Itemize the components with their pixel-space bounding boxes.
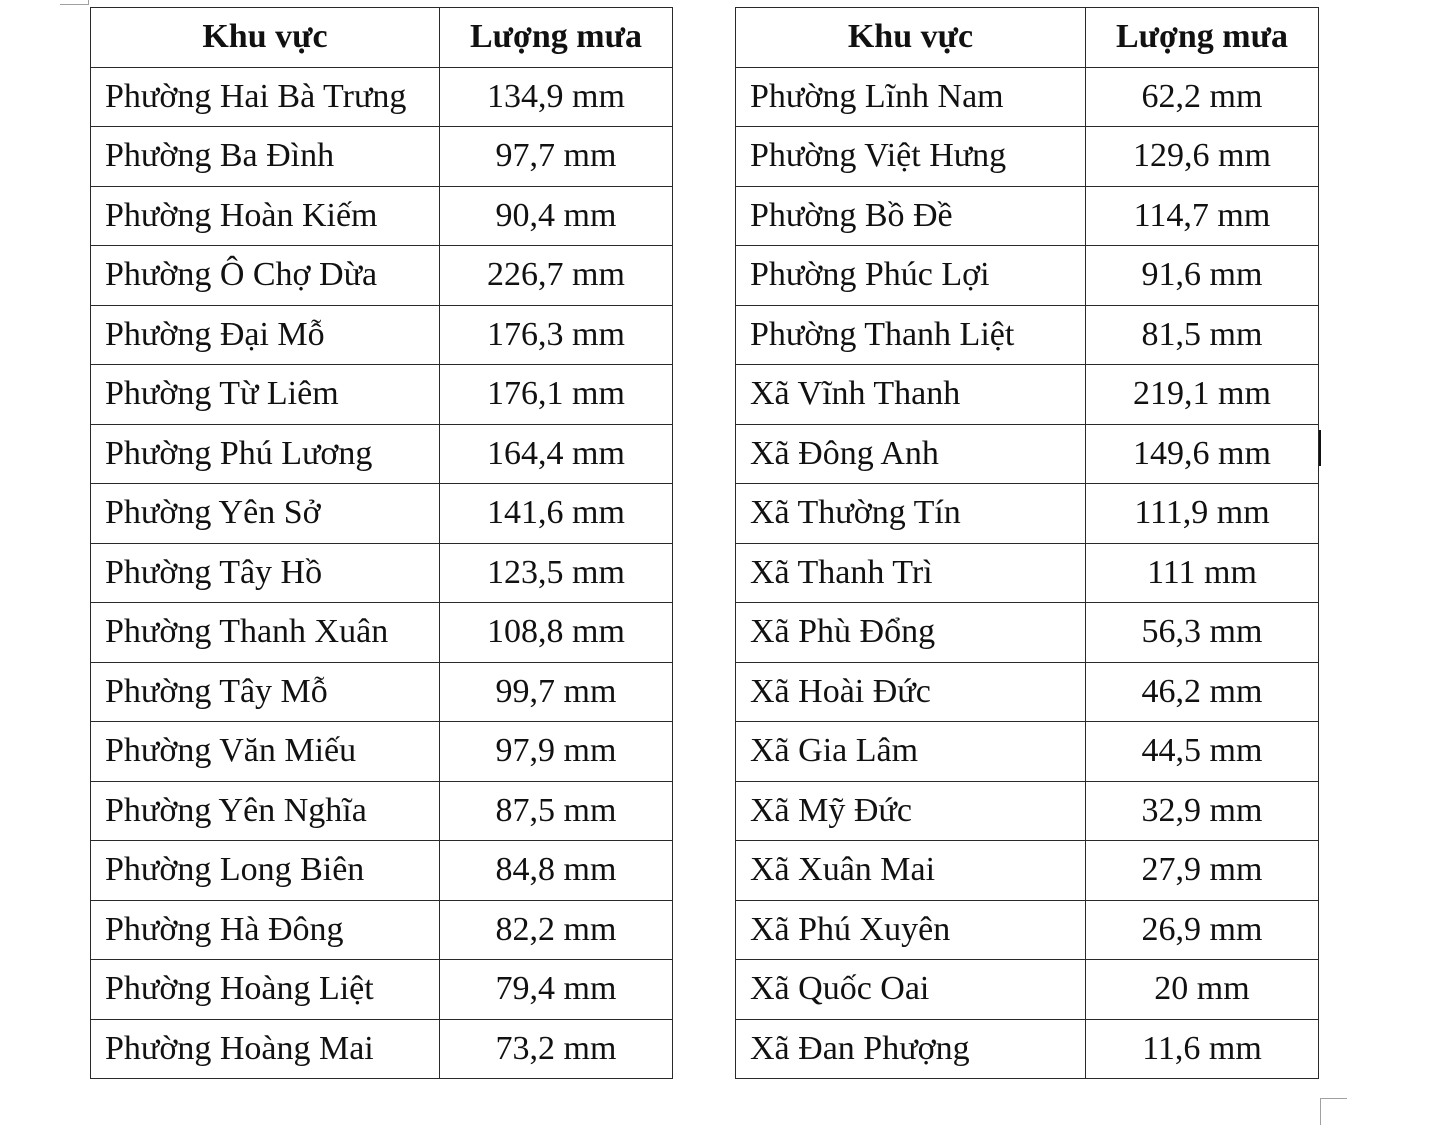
area-cell: Phường Thanh Liệt xyxy=(736,305,1086,365)
table-row xyxy=(736,960,1319,1020)
area-cell: Phường Bồ Đề xyxy=(736,186,1086,246)
table-row xyxy=(736,781,1319,841)
rainfall-cell: 114,7 mm xyxy=(1086,186,1319,246)
rainfall-cell: 20 mm xyxy=(1086,960,1319,1020)
area-cell: Phường Hoàng Liệt xyxy=(91,960,440,1020)
rainfall-cell: 26,9 mm xyxy=(1086,900,1319,960)
header-area: Khu vực xyxy=(736,8,1086,68)
table-row xyxy=(736,722,1319,782)
area-cell: Phường Phúc Lợi xyxy=(736,246,1086,306)
area-cell: Xã Đan Phượng xyxy=(736,1019,1086,1079)
table-row xyxy=(91,841,673,901)
table-row xyxy=(91,603,673,663)
rainfall-cell: 62,2 mm xyxy=(1086,67,1319,127)
area-cell: Phường Hai Bà Trưng xyxy=(91,67,440,127)
rainfall-cell: 87,5 mm xyxy=(440,781,673,841)
table-row xyxy=(736,662,1319,722)
area-cell: Xã Quốc Oai xyxy=(736,960,1086,1020)
area-cell: Phường Hoàn Kiếm xyxy=(91,186,440,246)
rainfall-cell: 134,9 mm xyxy=(440,67,673,127)
rainfall-cell: 111 mm xyxy=(1086,543,1319,603)
area-cell: Phường Hà Đông xyxy=(91,900,440,960)
table-row xyxy=(736,186,1319,246)
area-cell: Xã Vĩnh Thanh xyxy=(736,365,1086,425)
rainfall-cell: 27,9 mm xyxy=(1086,841,1319,901)
rainfall-cell: 84,8 mm xyxy=(440,841,673,901)
table-row xyxy=(91,305,673,365)
rainfall-cell: 176,3 mm xyxy=(440,305,673,365)
rainfall-cell: 219,1 mm xyxy=(1086,365,1319,425)
area-cell: Xã Thường Tín xyxy=(736,484,1086,544)
area-cell: Xã Phú Xuyên xyxy=(736,900,1086,960)
rainfall-cell: 111,9 mm xyxy=(1086,484,1319,544)
area-cell: Phường Văn Miếu xyxy=(91,722,440,782)
rainfall-cell: 164,4 mm xyxy=(440,424,673,484)
rainfall-cell: 44,5 mm xyxy=(1086,722,1319,782)
rainfall-cell: 176,1 mm xyxy=(440,365,673,425)
text-cursor xyxy=(1319,430,1321,466)
area-cell: Xã Xuân Mai xyxy=(736,841,1086,901)
table-row xyxy=(736,543,1319,603)
table-row xyxy=(91,246,673,306)
area-cell: Phường Phú Lương xyxy=(91,424,440,484)
rainfall-cell: 97,9 mm xyxy=(440,722,673,782)
table-row xyxy=(736,900,1319,960)
rainfall-cell: 82,2 mm xyxy=(440,900,673,960)
table-row xyxy=(91,365,673,425)
table-row xyxy=(91,67,673,127)
area-cell: Phường Long Biên xyxy=(91,841,440,901)
table-row xyxy=(736,127,1319,187)
table-row xyxy=(736,246,1319,306)
area-cell: Xã Đông Anh xyxy=(736,424,1086,484)
rainfall-cell: 56,3 mm xyxy=(1086,603,1319,663)
area-cell: Phường Đại Mỗ xyxy=(91,305,440,365)
rainfall-cell: 123,5 mm xyxy=(440,543,673,603)
rainfall-table-right xyxy=(735,7,1319,1079)
header-amount: Lượng mưa xyxy=(440,8,673,68)
rainfall-cell: 149,6 mm xyxy=(1086,424,1319,484)
rainfall-cell: 91,6 mm xyxy=(1086,246,1319,306)
area-cell: Phường Tây Mỗ xyxy=(91,662,440,722)
table-row xyxy=(91,186,673,246)
area-cell: Phường Tây Hồ xyxy=(91,543,440,603)
table-row xyxy=(736,67,1319,127)
area-cell: Phường Lĩnh Nam xyxy=(736,67,1086,127)
table-row xyxy=(736,1019,1319,1079)
table-row xyxy=(91,1019,673,1079)
rainfall-cell: 79,4 mm xyxy=(440,960,673,1020)
area-cell: Phường Từ Liêm xyxy=(91,365,440,425)
header-row xyxy=(736,8,1319,68)
area-cell: Phường Việt Hưng xyxy=(736,127,1086,187)
header-row xyxy=(91,8,673,68)
table-row xyxy=(736,603,1319,663)
rainfall-cell: 46,2 mm xyxy=(1086,662,1319,722)
rainfall-cell: 81,5 mm xyxy=(1086,305,1319,365)
table-row xyxy=(736,424,1319,484)
table-row xyxy=(91,424,673,484)
area-cell: Xã Gia Lâm xyxy=(736,722,1086,782)
table-row xyxy=(736,365,1319,425)
rainfall-table-left xyxy=(90,7,673,1079)
area-cell: Xã Phù Đổng xyxy=(736,603,1086,663)
table-row xyxy=(91,781,673,841)
area-cell: Xã Hoài Đức xyxy=(736,662,1086,722)
table-row xyxy=(736,484,1319,544)
rainfall-cell: 97,7 mm xyxy=(440,127,673,187)
rainfall-cell: 32,9 mm xyxy=(1086,781,1319,841)
rainfall-cell: 129,6 mm xyxy=(1086,127,1319,187)
header-amount: Lượng mưa xyxy=(1086,8,1319,68)
area-cell: Phường Hoàng Mai xyxy=(91,1019,440,1079)
area-cell: Phường Ba Đình xyxy=(91,127,440,187)
area-cell: Phường Thanh Xuân xyxy=(91,603,440,663)
rainfall-cell: 90,4 mm xyxy=(440,186,673,246)
table-row xyxy=(91,722,673,782)
table-row xyxy=(91,543,673,603)
table-row xyxy=(736,305,1319,365)
area-cell: Phường Yên Nghĩa xyxy=(91,781,440,841)
rainfall-cell: 73,2 mm xyxy=(440,1019,673,1079)
rainfall-cell: 11,6 mm xyxy=(1086,1019,1319,1079)
table-row xyxy=(91,900,673,960)
area-cell: Phường Yên Sở xyxy=(91,484,440,544)
table-row xyxy=(736,841,1319,901)
table-row xyxy=(91,960,673,1020)
table-row xyxy=(91,484,673,544)
table-row xyxy=(91,127,673,187)
rainfall-cell: 99,7 mm xyxy=(440,662,673,722)
rainfall-cell: 108,8 mm xyxy=(440,603,673,663)
area-cell: Xã Mỹ Đức xyxy=(736,781,1086,841)
table-resize-handle[interactable] xyxy=(60,0,89,5)
rainfall-cell: 226,7 mm xyxy=(440,246,673,306)
table-row xyxy=(91,662,673,722)
rainfall-cell: 141,6 mm xyxy=(440,484,673,544)
area-cell: Phường Ô Chợ Dừa xyxy=(91,246,440,306)
table-resize-corner[interactable] xyxy=(1320,1098,1347,1125)
header-area: Khu vực xyxy=(91,8,440,68)
area-cell: Xã Thanh Trì xyxy=(736,543,1086,603)
